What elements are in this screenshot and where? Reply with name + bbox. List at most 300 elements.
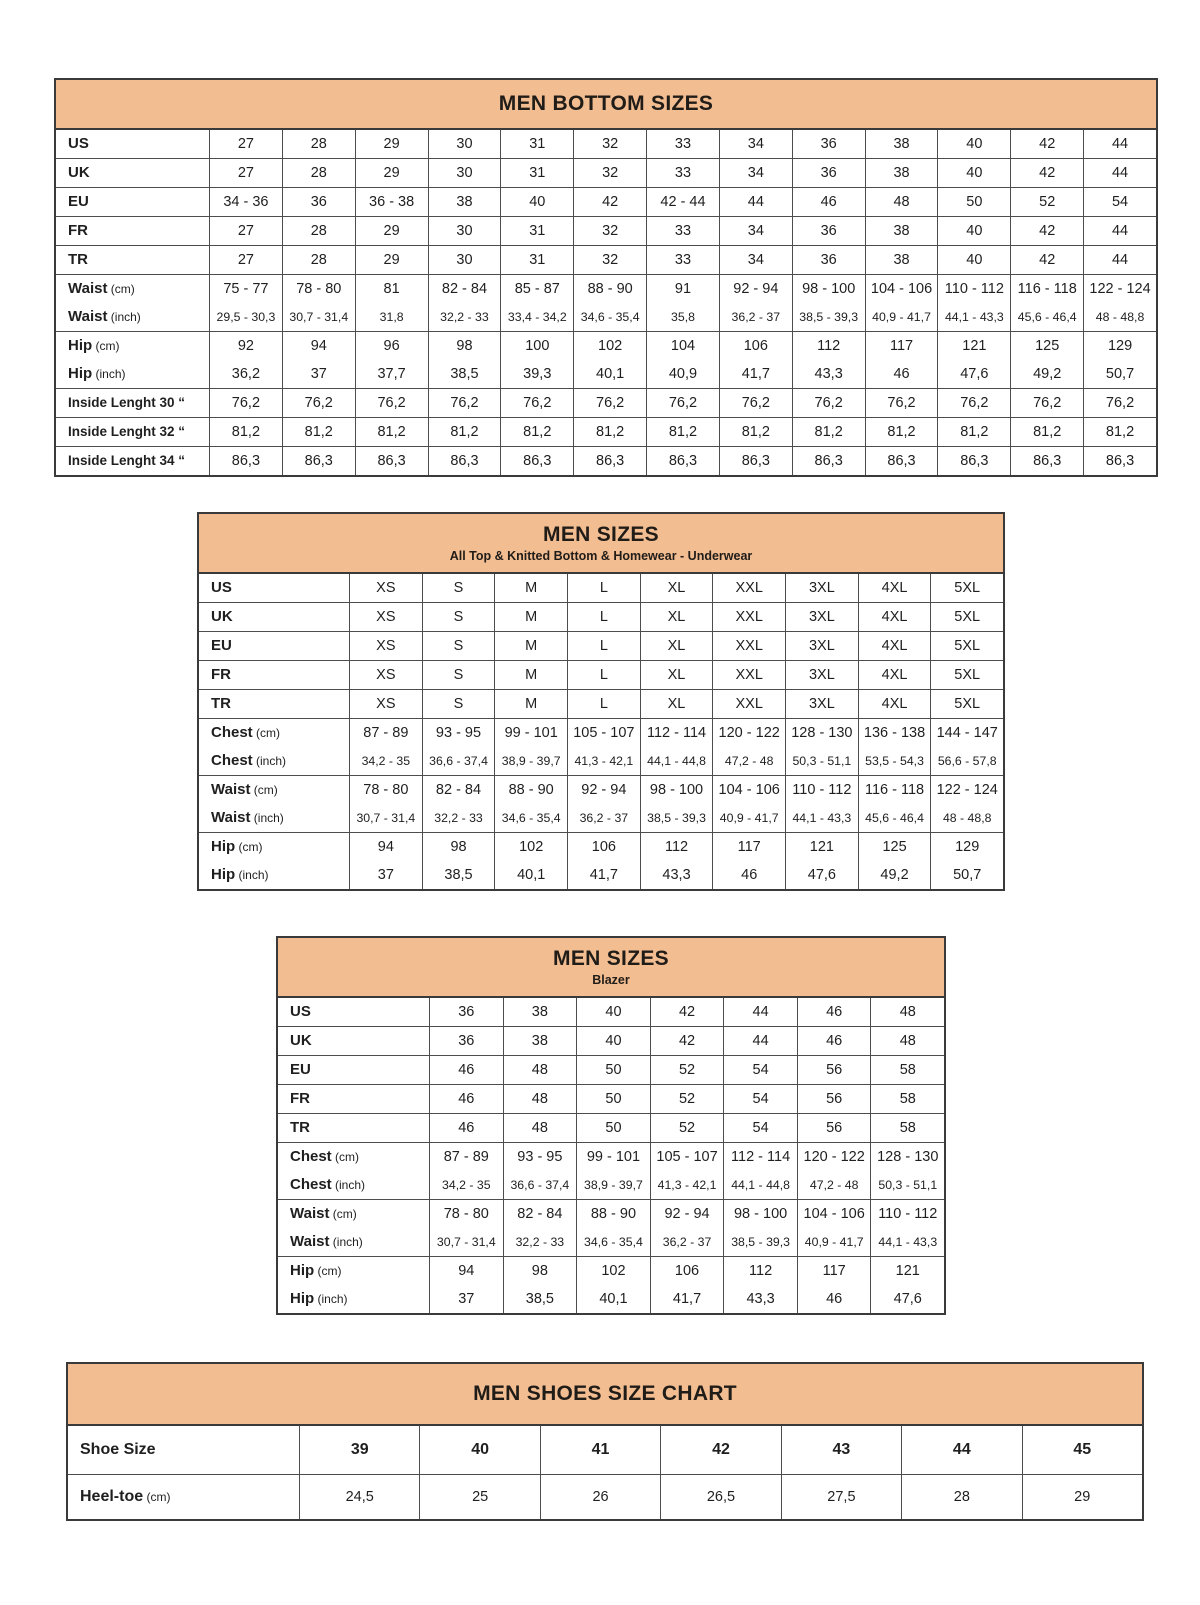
- table-cell: 28: [282, 159, 355, 187]
- table-band: [278, 1256, 944, 1313]
- table-cell: 41: [540, 1426, 660, 1474]
- table-cell: 78 - 80 30,7 - 31,4: [282, 275, 355, 331]
- table-cell: 98 - 100 38,5 - 39,3: [792, 275, 865, 331]
- table-cell: 38: [503, 1027, 577, 1055]
- table-cell: 38: [865, 246, 938, 274]
- table-cell: 81,2: [865, 418, 938, 446]
- table-band: [278, 1084, 944, 1113]
- table-cell: 86,3: [1010, 447, 1083, 475]
- table-cell: 120 - 122 47,2 - 48: [712, 719, 785, 775]
- table-cell: 94 37: [349, 833, 422, 889]
- table-cell: 32: [573, 217, 646, 245]
- table-cell: 88 - 90 34,6 - 35,4: [573, 275, 646, 331]
- table-cell: 81,2: [428, 418, 501, 446]
- table-cell: 33: [646, 246, 719, 274]
- table-cell: 112 43,3: [640, 833, 713, 889]
- table-cell: 129 50,7: [1083, 332, 1156, 388]
- table-cell: 4XL: [858, 574, 931, 602]
- table-band: [199, 718, 1003, 775]
- table-cell: 34: [719, 217, 792, 245]
- table-cell: XL: [640, 632, 713, 660]
- table-cell: 117 46: [712, 833, 785, 889]
- table-cell: 5XL: [930, 661, 1003, 689]
- table-cell: XXL: [712, 690, 785, 718]
- table-cell: 92 - 94 36,2 - 37: [650, 1200, 724, 1256]
- table-cell: 45: [1022, 1426, 1142, 1474]
- table-cell: 4XL: [858, 661, 931, 689]
- table-cell: 128 - 130 50,3 - 51,1: [870, 1143, 944, 1199]
- table-cell: 42 - 44: [646, 188, 719, 216]
- table-cell: 99 - 101 38,9 - 39,7: [576, 1143, 650, 1199]
- table-cell: 102 40,1: [494, 833, 567, 889]
- table-cell: 44: [719, 188, 792, 216]
- table-body: [199, 574, 1003, 889]
- table-cell: 38: [865, 217, 938, 245]
- table-cell: 106 41,7: [719, 332, 792, 388]
- table-cell: 46: [797, 1027, 871, 1055]
- row-label: Heel-toe (cm): [80, 1488, 171, 1505]
- row-label: US: [68, 135, 89, 152]
- table-band: [278, 998, 944, 1026]
- table-band: [56, 187, 1156, 216]
- table-cell: 30: [428, 217, 501, 245]
- table-band: [56, 216, 1156, 245]
- table-cell: 40: [937, 246, 1010, 274]
- table-title: MEN SIZES: [553, 947, 669, 970]
- men-blazer-sizes-table: [276, 936, 946, 1315]
- table-cell: 87 - 89 34,2 - 35: [429, 1143, 503, 1199]
- row-label: Chest (cm) Chest (inch): [290, 1148, 366, 1193]
- table-cell: 110 - 112 44,1 - 43,3: [870, 1200, 944, 1256]
- table-cell: 86,3: [937, 447, 1010, 475]
- table-cell: 76,2: [937, 389, 1010, 417]
- table-cell: 76,2: [355, 389, 428, 417]
- table-cell: 87 - 89 34,2 - 35: [349, 719, 422, 775]
- table-cell: 58: [870, 1085, 944, 1113]
- row-label: EU: [211, 637, 232, 654]
- table-cell: 129 50,7: [930, 833, 1003, 889]
- table-cell: 54: [723, 1056, 797, 1084]
- table-cell: 76,2: [209, 389, 282, 417]
- table-cell: XS: [349, 574, 422, 602]
- table-cell: 44: [1083, 130, 1156, 158]
- table-cell: 104 40,9: [646, 332, 719, 388]
- table-cell: 86,3: [428, 447, 501, 475]
- table-cell: 122 - 124 48 - 48,8: [930, 776, 1003, 832]
- table-band: [56, 446, 1156, 475]
- row-label: Waist (cm) Waist (inch): [211, 781, 284, 826]
- table-cell: 86,3: [209, 447, 282, 475]
- table-cell: 102 40,1: [576, 1257, 650, 1313]
- table-cell: 34: [719, 130, 792, 158]
- table-band: [199, 574, 1003, 602]
- table-cell: 104 - 106 40,9 - 41,7: [712, 776, 785, 832]
- table-band: [199, 602, 1003, 631]
- table-cell: L: [567, 690, 640, 718]
- table-cell: 39: [299, 1426, 419, 1474]
- table-band: [68, 1474, 1142, 1519]
- table-cell: 34: [719, 246, 792, 274]
- table-cell: 81,2: [792, 418, 865, 446]
- table-cell: 36: [792, 217, 865, 245]
- row-label: UK: [211, 608, 233, 625]
- table-cell: 76,2: [646, 389, 719, 417]
- table-cell: 3XL: [785, 690, 858, 718]
- table-cell: XS: [349, 690, 422, 718]
- table-cell: 40: [576, 1027, 650, 1055]
- table-cell: 31: [500, 130, 573, 158]
- table-title: MEN SHOES SIZE CHART: [473, 1382, 737, 1405]
- table-cell: 25: [419, 1475, 539, 1519]
- table-cell: 42: [1010, 159, 1083, 187]
- table-band: [56, 331, 1156, 388]
- table-cell: 86,3: [719, 447, 792, 475]
- table-band: [56, 158, 1156, 187]
- table-cell: 48: [865, 188, 938, 216]
- table-cell: 46: [429, 1085, 503, 1113]
- table-cell: 38: [865, 130, 938, 158]
- table-cell: 106 41,7: [650, 1257, 724, 1313]
- row-label: US: [290, 1003, 311, 1020]
- table-cell: 86,3: [573, 447, 646, 475]
- row-label: Hip (cm) Hip (inch): [290, 1262, 348, 1307]
- table-cell: 32: [573, 246, 646, 274]
- table-cell: 36: [792, 130, 865, 158]
- table-cell: 40: [937, 217, 1010, 245]
- table-cell: 110 - 112 44,1 - 43,3: [937, 275, 1010, 331]
- table-cell: S: [422, 603, 495, 631]
- table-subtitle: Blazer: [592, 973, 630, 987]
- table-cell: XL: [640, 603, 713, 631]
- table-cell: 43: [781, 1426, 901, 1474]
- men-top-sizes-table: [197, 512, 1005, 891]
- table-cell: 91 35,8: [646, 275, 719, 331]
- table-cell: 52: [650, 1114, 724, 1142]
- row-label: Hip (cm) Hip (inch): [68, 337, 126, 382]
- table-cell: 76,2: [573, 389, 646, 417]
- table-cell: 27,5: [781, 1475, 901, 1519]
- table-cell: XL: [640, 690, 713, 718]
- table-body: [56, 130, 1156, 475]
- table-cell: 76,2: [1083, 389, 1156, 417]
- table-cell: 112 43,3: [723, 1257, 797, 1313]
- table-cell: 86,3: [865, 447, 938, 475]
- table-cell: 116 - 118 45,6 - 46,4: [1010, 275, 1083, 331]
- table-cell: 94 37: [282, 332, 355, 388]
- table-cell: 128 - 130 50,3 - 51,1: [785, 719, 858, 775]
- table-cell: 40: [419, 1426, 539, 1474]
- table-band: [199, 832, 1003, 889]
- table-cell: 104 - 106 40,9 - 41,7: [797, 1200, 871, 1256]
- row-label: FR: [68, 222, 88, 239]
- table-cell: 102 40,1: [573, 332, 646, 388]
- table-cell: 81 31,8: [355, 275, 428, 331]
- table-cell: 3XL: [785, 603, 858, 631]
- table-cell: 96 37,7: [355, 332, 428, 388]
- table-cell: 27: [209, 217, 282, 245]
- table-cell: 5XL: [930, 632, 1003, 660]
- table-cell: 54: [723, 1114, 797, 1142]
- row-label: Inside Lenght 30 “: [68, 395, 186, 410]
- row-label: TR: [290, 1119, 310, 1136]
- table-cell: 44: [723, 998, 797, 1026]
- table-cell: 144 - 147 56,6 - 57,8: [930, 719, 1003, 775]
- table-cell: 36: [429, 998, 503, 1026]
- table-cell: 29: [355, 159, 428, 187]
- table-cell: 122 - 124 48 - 48,8: [1083, 275, 1156, 331]
- table-cell: 110 - 112 44,1 - 43,3: [785, 776, 858, 832]
- table-cell: 27: [209, 159, 282, 187]
- table-cell: 76,2: [1010, 389, 1083, 417]
- table-cell: 44: [1083, 217, 1156, 245]
- table-cell: M: [494, 690, 567, 718]
- table-cell: 78 - 80 30,7 - 31,4: [349, 776, 422, 832]
- table-cell: 82 - 84 32,2 - 33: [503, 1200, 577, 1256]
- table-cell: 81,2: [1010, 418, 1083, 446]
- table-cell: 46: [429, 1056, 503, 1084]
- table-cell: 92 - 94 36,2 - 37: [567, 776, 640, 832]
- table-cell: 50: [576, 1056, 650, 1084]
- table-cell: 105 - 107 41,3 - 42,1: [567, 719, 640, 775]
- table-cell: 125 49,2: [858, 833, 931, 889]
- table-cell: S: [422, 690, 495, 718]
- table-cell: 86,3: [646, 447, 719, 475]
- table-cell: 36: [792, 246, 865, 274]
- table-cell: 81,2: [646, 418, 719, 446]
- table-cell: 93 - 95 36,6 - 37,4: [422, 719, 495, 775]
- table-cell: 5XL: [930, 690, 1003, 718]
- table-cell: 81,2: [355, 418, 428, 446]
- table-cell: M: [494, 661, 567, 689]
- table-cell: XXL: [712, 661, 785, 689]
- table-cell: 98 - 100 38,5 - 39,3: [723, 1200, 797, 1256]
- table-cell: 44: [1083, 246, 1156, 274]
- table-cell: 121 47,6: [785, 833, 858, 889]
- table-cell: 50: [576, 1085, 650, 1113]
- table-cell: 52: [1010, 188, 1083, 216]
- table-cell: XL: [640, 661, 713, 689]
- table-cell: 3XL: [785, 661, 858, 689]
- table-cell: 32: [573, 159, 646, 187]
- table-cell: 40: [937, 130, 1010, 158]
- table-cell: XXL: [712, 632, 785, 660]
- table-cell: 30: [428, 246, 501, 274]
- table-cell: 46: [792, 188, 865, 216]
- table-cell: 81,2: [209, 418, 282, 446]
- table-cell: S: [422, 661, 495, 689]
- row-label: FR: [211, 666, 231, 683]
- table-cell: 117 46: [865, 332, 938, 388]
- row-label: US: [211, 579, 232, 596]
- table-cell: L: [567, 603, 640, 631]
- row-label: TR: [68, 251, 88, 268]
- table-cell: 36: [429, 1027, 503, 1055]
- table-cell: 76,2: [792, 389, 865, 417]
- table-cell: 46: [429, 1114, 503, 1142]
- table-header: [199, 514, 1003, 574]
- table-cell: 82 - 84 32,2 - 33: [422, 776, 495, 832]
- table-band: [278, 1055, 944, 1084]
- table-cell: 105 - 107 41,3 - 42,1: [650, 1143, 724, 1199]
- row-label: EU: [68, 193, 89, 210]
- table-band: [278, 1026, 944, 1055]
- table-cell: 28: [901, 1475, 1021, 1519]
- table-cell: 27: [209, 130, 282, 158]
- table-cell: 29: [355, 246, 428, 274]
- table-cell: 48: [503, 1085, 577, 1113]
- table-cell: 58: [870, 1114, 944, 1142]
- table-cell: XS: [349, 661, 422, 689]
- table-header: [56, 80, 1156, 130]
- table-cell: 28: [282, 246, 355, 274]
- table-cell: 125 49,2: [1010, 332, 1083, 388]
- table-band: [278, 1199, 944, 1256]
- table-cell: 33: [646, 130, 719, 158]
- table-cell: 54: [723, 1085, 797, 1113]
- row-label: UK: [68, 164, 90, 181]
- table-cell: 40: [576, 998, 650, 1026]
- row-label: Inside Lenght 32 “: [68, 424, 186, 439]
- table-cell: 42: [650, 998, 724, 1026]
- table-subtitle: All Top & Knitted Bottom & Homewear - Underwear: [449, 549, 753, 563]
- table-cell: 94 37: [429, 1257, 503, 1313]
- table-cell: 44: [1083, 159, 1156, 187]
- row-label: Waist (cm) Waist (inch): [290, 1205, 363, 1250]
- table-band: [278, 1113, 944, 1142]
- table-cell: 26,5: [660, 1475, 780, 1519]
- table-cell: 36: [282, 188, 355, 216]
- table-cell: 81,2: [937, 418, 1010, 446]
- table-cell: 38: [428, 188, 501, 216]
- table-band: [199, 775, 1003, 832]
- table-cell: 81,2: [500, 418, 573, 446]
- row-label: Waist (cm) Waist (inch): [68, 280, 141, 325]
- table-cell: 76,2: [500, 389, 573, 417]
- table-cell: 98 38,5: [422, 833, 495, 889]
- table-cell: 5XL: [930, 603, 1003, 631]
- table-cell: L: [567, 574, 640, 602]
- table-cell: XXL: [712, 603, 785, 631]
- table-cell: 78 - 80 30,7 - 31,4: [429, 1200, 503, 1256]
- table-cell: 42: [660, 1426, 780, 1474]
- table-cell: 112 - 114 44,1 - 44,8: [640, 719, 713, 775]
- table-cell: 93 - 95 36,6 - 37,4: [503, 1143, 577, 1199]
- table-cell: 98 38,5: [428, 332, 501, 388]
- table-cell: 112 43,3: [792, 332, 865, 388]
- table-cell: 99 - 101 38,9 - 39,7: [494, 719, 567, 775]
- table-cell: 81,2: [719, 418, 792, 446]
- table-cell: 92 36,2: [209, 332, 282, 388]
- table-cell: 121 47,6: [870, 1257, 944, 1313]
- table-cell: 104 - 106 40,9 - 41,7: [865, 275, 938, 331]
- table-cell: 34 - 36: [209, 188, 282, 216]
- table-cell: 31: [500, 246, 573, 274]
- table-cell: M: [494, 603, 567, 631]
- table-cell: XS: [349, 603, 422, 631]
- table-cell: 42: [1010, 246, 1083, 274]
- table-cell: 27: [209, 246, 282, 274]
- table-cell: 50: [937, 188, 1010, 216]
- table-cell: 26: [540, 1475, 660, 1519]
- table-cell: 30: [428, 130, 501, 158]
- table-cell: 38: [503, 998, 577, 1026]
- table-band: [56, 274, 1156, 331]
- table-cell: 86,3: [282, 447, 355, 475]
- table-cell: M: [494, 632, 567, 660]
- table-cell: 44: [901, 1426, 1021, 1474]
- row-label: EU: [290, 1061, 311, 1078]
- row-label: Inside Lenght 34 “: [68, 453, 186, 468]
- table-cell: 29: [1022, 1475, 1142, 1519]
- table-cell: 24,5: [299, 1475, 419, 1519]
- table-cell: 36 - 38: [355, 188, 428, 216]
- table-cell: 48: [870, 1027, 944, 1055]
- men-bottom-sizes-table: [54, 78, 1158, 477]
- table-cell: 136 - 138 53,5 - 54,3: [858, 719, 931, 775]
- table-cell: 81,2: [1083, 418, 1156, 446]
- table-cell: 3XL: [785, 574, 858, 602]
- table-cell: 121 47,6: [937, 332, 1010, 388]
- table-cell: 42: [650, 1027, 724, 1055]
- table-cell: S: [422, 632, 495, 660]
- table-cell: 31: [500, 159, 573, 187]
- table-band: [56, 417, 1156, 446]
- row-label: Chest (cm) Chest (inch): [211, 724, 287, 769]
- table-band: [56, 388, 1156, 417]
- table-cell: 3XL: [785, 632, 858, 660]
- table-cell: 28: [282, 130, 355, 158]
- table-band: [199, 689, 1003, 718]
- table-cell: 86,3: [792, 447, 865, 475]
- table-cell: 36: [792, 159, 865, 187]
- table-cell: 76,2: [428, 389, 501, 417]
- table-cell: 58: [870, 1056, 944, 1084]
- table-cell: 81,2: [573, 418, 646, 446]
- table-cell: 56: [797, 1085, 871, 1113]
- table-title: MEN BOTTOM SIZES: [498, 92, 714, 115]
- table-cell: 86,3: [355, 447, 428, 475]
- row-label: Shoe Size: [80, 1441, 156, 1458]
- table-cell: L: [567, 661, 640, 689]
- table-cell: 50: [576, 1114, 650, 1142]
- table-cell: 112 - 114 44,1 - 44,8: [723, 1143, 797, 1199]
- table-cell: 56: [797, 1056, 871, 1084]
- table-cell: 40: [500, 188, 573, 216]
- table-cell: 42: [1010, 130, 1083, 158]
- table-cell: M: [494, 574, 567, 602]
- table-band: [68, 1426, 1142, 1474]
- table-cell: 86,3: [1083, 447, 1156, 475]
- table-cell: 29: [355, 217, 428, 245]
- table-body: [68, 1426, 1142, 1519]
- table-cell: 100 39,3: [500, 332, 573, 388]
- table-band: [199, 631, 1003, 660]
- table-cell: 88 - 90 34,6 - 35,4: [576, 1200, 650, 1256]
- table-cell: 75 - 77 29,5 - 30,3: [209, 275, 282, 331]
- table-cell: 48: [503, 1114, 577, 1142]
- table-cell: 52: [650, 1085, 724, 1113]
- table-cell: 29: [355, 130, 428, 158]
- table-cell: XS: [349, 632, 422, 660]
- table-cell: 40: [937, 159, 1010, 187]
- table-cell: XL: [640, 574, 713, 602]
- table-cell: 116 - 118 45,6 - 46,4: [858, 776, 931, 832]
- table-cell: 48: [503, 1056, 577, 1084]
- table-body: [278, 998, 944, 1313]
- table-cell: 44: [723, 1027, 797, 1055]
- table-cell: 34: [719, 159, 792, 187]
- table-cell: 48: [870, 998, 944, 1026]
